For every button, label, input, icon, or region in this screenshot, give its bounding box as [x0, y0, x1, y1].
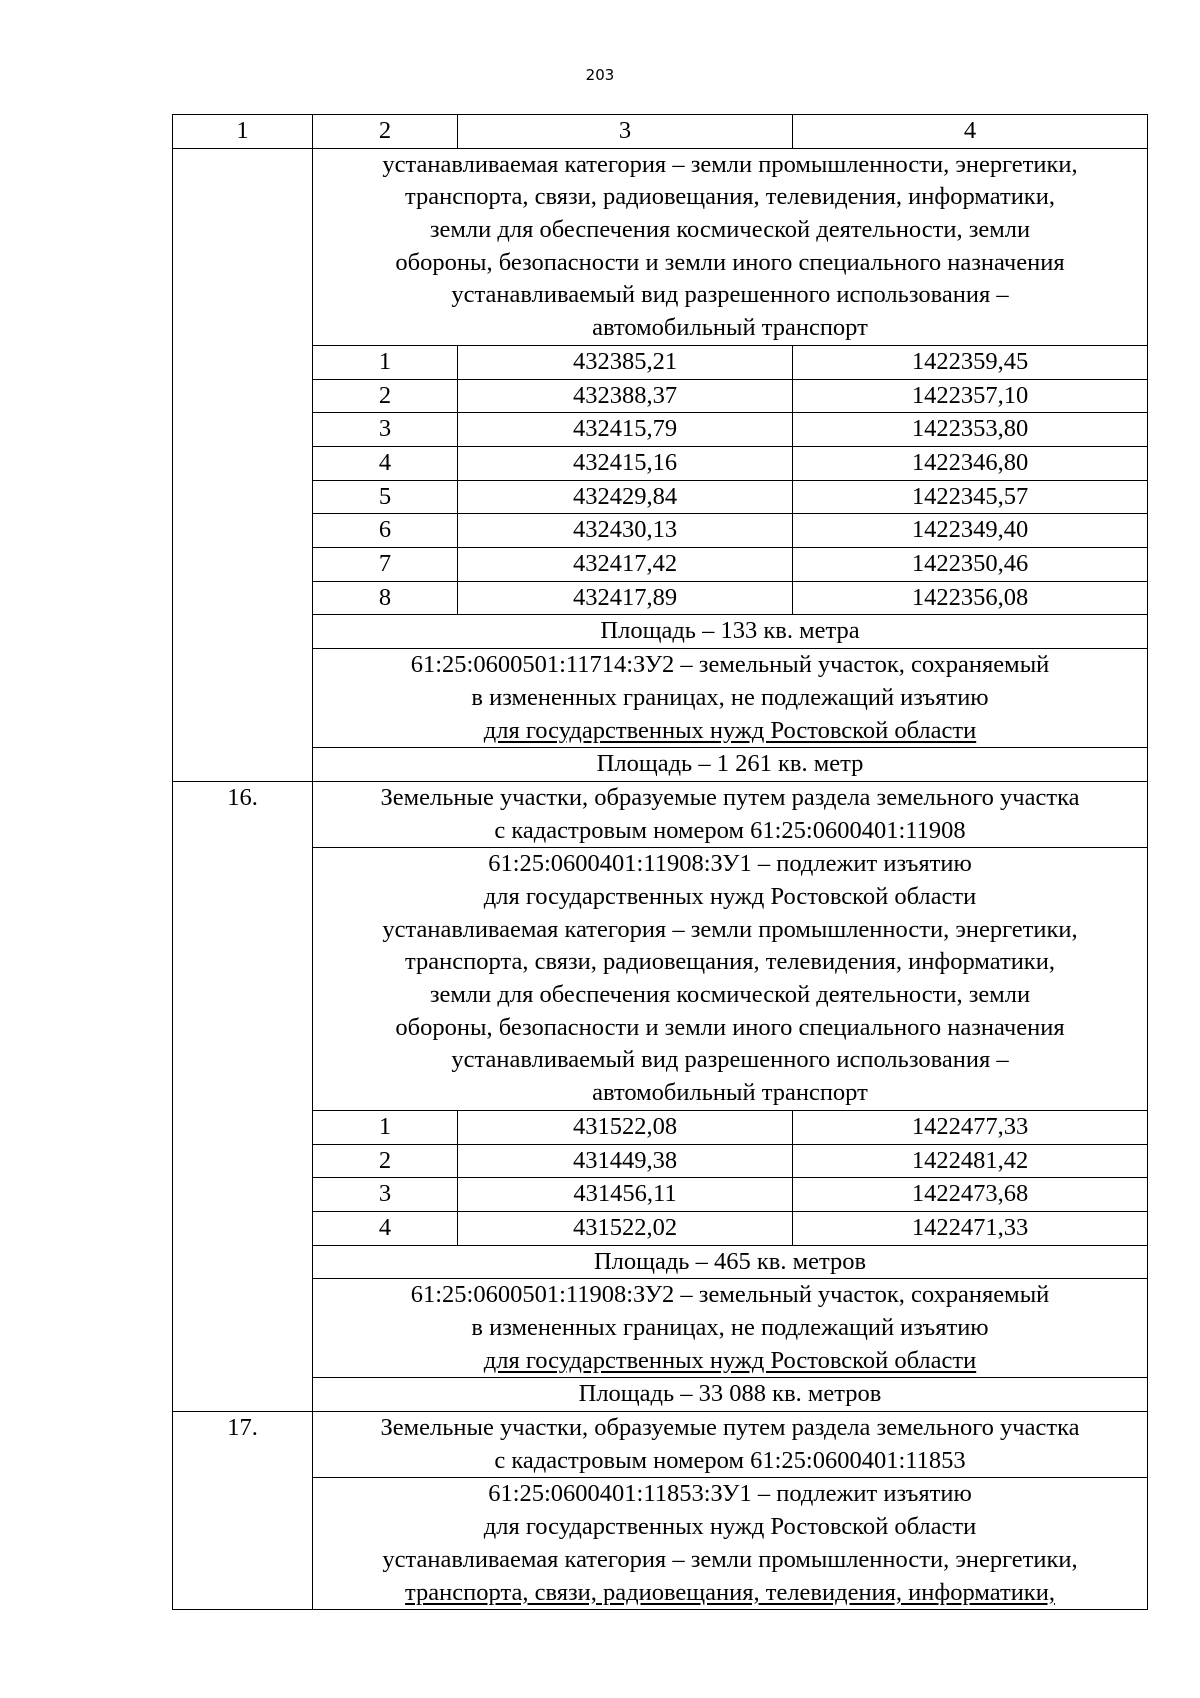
point-number: 1: [313, 345, 458, 379]
coordinate-row: [173, 1211, 1148, 1245]
area-row: [173, 748, 1148, 782]
coordinate-x: 432415,16: [458, 446, 793, 480]
parcel-description-row: [173, 649, 1148, 748]
section-number-cell: [173, 446, 313, 480]
coordinate-row: [173, 514, 1148, 548]
area-row: [173, 615, 1148, 649]
header-row: [173, 115, 1148, 149]
text-line: 61:25:0600401:11908:ЗУ1 – подлежит изъятию: [488, 850, 972, 878]
text-line: с кадастровым номером 61:25:0600401:11908: [494, 816, 966, 844]
section-number-cell: [173, 649, 313, 748]
text-line: 61:25:0600501:11714:ЗУ2 – земельный участок, сохраняемый: [410, 651, 1050, 679]
parcel-description-row: [173, 848, 1148, 1111]
coordinate-y: 1422356,08: [793, 581, 1148, 615]
section-number-cell: [173, 1110, 313, 1144]
section-number-cell: [173, 1478, 313, 1610]
section-number-cell: [173, 1144, 313, 1178]
point-number: 4: [313, 446, 458, 480]
parcel-area: Площадь – 465 кв. метров: [313, 1245, 1148, 1279]
coordinate-y: 1422349,40: [793, 514, 1148, 548]
page-number: 203: [585, 66, 615, 84]
text-line: 61:25:0600501:11908:ЗУ2 – земельный участок, сохраняемый: [410, 1281, 1050, 1309]
coordinate-x: 431456,11: [458, 1178, 793, 1212]
text-line: в измененных границах, не подлежащий изъятию: [471, 683, 989, 711]
text-line: 61:25:0600401:11853:ЗУ1 – подлежит изъятию: [488, 1480, 972, 1508]
coordinate-x: 432429,84: [458, 480, 793, 514]
coordinate-y: 1422357,10: [793, 379, 1148, 413]
parcel-description: [313, 649, 1148, 748]
section-number-cell: [173, 480, 313, 514]
coordinate-y: 1422353,80: [793, 413, 1148, 447]
area-row: [173, 1245, 1148, 1279]
section-number-cell: [173, 1279, 313, 1378]
coordinate-x: 432388,37: [458, 379, 793, 413]
section-title-row: [173, 1412, 1148, 1478]
coordinate-y: 1422481,42: [793, 1144, 1148, 1178]
header-col-4: 4: [793, 115, 1148, 149]
section-number-cell: [173, 615, 313, 649]
text-line: земли для обеспечения космической деятельности, земли: [429, 216, 1031, 244]
section-number-cell: [173, 148, 313, 345]
section-title-row: [173, 781, 1148, 847]
coordinates-table-body: [173, 115, 1148, 1610]
coordinate-row: [173, 581, 1148, 615]
text-line: для государственных нужд Ростовской области: [483, 716, 977, 744]
coordinate-y: 1422346,80: [793, 446, 1148, 480]
parcel-description: [313, 148, 1148, 345]
coordinate-x: 431522,02: [458, 1211, 793, 1245]
text-line: транспорта, связи, радиовещания, телевидения, информатики,: [405, 183, 1055, 211]
text-line: автомобильный транспорт: [592, 1079, 868, 1107]
section-title: [313, 1412, 1148, 1478]
text-line: в измененных границах, не подлежащий изъятию: [471, 1314, 989, 1341]
header-col-2: 2: [313, 115, 458, 149]
point-number: 8: [313, 581, 458, 615]
coordinate-row: [173, 1110, 1148, 1144]
header-col-3: 3: [458, 115, 793, 149]
coordinate-row: [173, 480, 1148, 514]
section-number-cell: [173, 1211, 313, 1245]
area-row: [173, 1378, 1148, 1412]
point-number: 4: [313, 1211, 458, 1245]
coordinate-y: 1422359,45: [793, 345, 1148, 379]
coordinate-y: 1422473,68: [793, 1178, 1148, 1212]
text-line: транспорта, связи, радиовещания, телевидения, информатики,: [405, 948, 1055, 976]
coordinate-row: [173, 1178, 1148, 1212]
section-number-cell: [173, 1245, 313, 1279]
parcel-area: Площадь – 33 088 кв. метров: [313, 1378, 1148, 1412]
coordinate-x: 431522,08: [458, 1110, 793, 1144]
coordinate-x: 432430,13: [458, 514, 793, 548]
parcel-area: Площадь – 1 261 кв. метр: [313, 748, 1148, 782]
text-line: устанавливаемая категория – земли промышленности, энергетики,: [382, 915, 1078, 943]
section-number-cell: [173, 413, 313, 447]
coordinate-y: 1422471,33: [793, 1211, 1148, 1245]
coordinate-x: 431449,38: [458, 1144, 793, 1178]
section-number-cell: [173, 345, 313, 379]
text-line: Земельные участки, образуемые путем раздела земельного участка: [380, 1414, 1080, 1442]
text-line: устанавливаемая категория – земли промышленности, энергетики,: [382, 150, 1078, 178]
text-line: земли для обеспечения космической деятельности, земли: [429, 981, 1031, 1009]
text-line: обороны, безопасности и земли иного специального назначения: [395, 248, 1065, 276]
section-number-cell: [173, 379, 313, 413]
section-number-cell: [173, 548, 313, 582]
text-line: Земельные участки, образуемые путем раздела земельного участка: [380, 783, 1080, 811]
point-number: 2: [313, 379, 458, 413]
text-line: устанавливаемая категория – земли промышленности, энергетики,: [382, 1545, 1078, 1573]
coordinate-x: 432417,89: [458, 581, 793, 615]
point-number: 1: [313, 1110, 458, 1144]
point-number: 5: [313, 480, 458, 514]
text-line: с кадастровым номером 61:25:0600401:11853: [494, 1446, 966, 1474]
coordinate-row: [173, 413, 1148, 447]
text-line: для государственных нужд Ростовской области: [483, 882, 977, 910]
text-line: для государственных нужд Ростовской области: [483, 1513, 977, 1541]
section-number-cell: [173, 1378, 313, 1412]
coordinate-x: 432415,79: [458, 413, 793, 447]
coordinate-y: 1422345,57: [793, 480, 1148, 514]
text-line: устанавливаемый вид разрешенного использования –: [451, 281, 1009, 309]
section-number-cell: [173, 581, 313, 615]
section-number: 16.: [173, 781, 313, 847]
parcel-description: [313, 1478, 1148, 1610]
coordinate-row: [173, 1144, 1148, 1178]
text-line: обороны, безопасности и земли иного специального назначения: [395, 1013, 1065, 1041]
coordinate-y: 1422477,33: [793, 1110, 1148, 1144]
coordinate-y: 1422350,46: [793, 548, 1148, 582]
coordinate-row: [173, 345, 1148, 379]
section-title: [313, 781, 1148, 847]
point-number: 3: [313, 1178, 458, 1212]
coordinate-row: [173, 379, 1148, 413]
section-number-cell: [173, 848, 313, 1111]
header-col-1: 1: [173, 115, 313, 149]
text-line: устанавливаемый вид разрешенного использования –: [451, 1046, 1009, 1074]
coordinate-row: [173, 548, 1148, 582]
parcel-description-row: [173, 148, 1148, 345]
point-number: 3: [313, 413, 458, 447]
parcel-description-row: [173, 1279, 1148, 1378]
text-line: автомобильный транспорт: [592, 314, 868, 342]
text-line: для государственных нужд Ростовской области: [483, 1346, 977, 1374]
parcel-description: [313, 1279, 1148, 1378]
point-number: 7: [313, 548, 458, 582]
coordinate-x: 432385,21: [458, 345, 793, 379]
parcel-description-row: [173, 1478, 1148, 1610]
point-number: 2: [313, 1144, 458, 1178]
coordinate-x: 432417,42: [458, 548, 793, 582]
section-number: 17.: [173, 1412, 313, 1478]
parcel-description: [313, 848, 1148, 1111]
coordinate-row: [173, 446, 1148, 480]
point-number: 6: [313, 514, 458, 548]
section-number-cell: [173, 514, 313, 548]
section-number-cell: [173, 1178, 313, 1212]
text-line: транспорта, связи, радиовещания, телевидения, информатики,: [405, 1578, 1055, 1606]
coordinates-table: [172, 114, 1148, 1610]
parcel-area: Площадь – 133 кв. метра: [313, 615, 1148, 649]
section-number-cell: [173, 748, 313, 782]
